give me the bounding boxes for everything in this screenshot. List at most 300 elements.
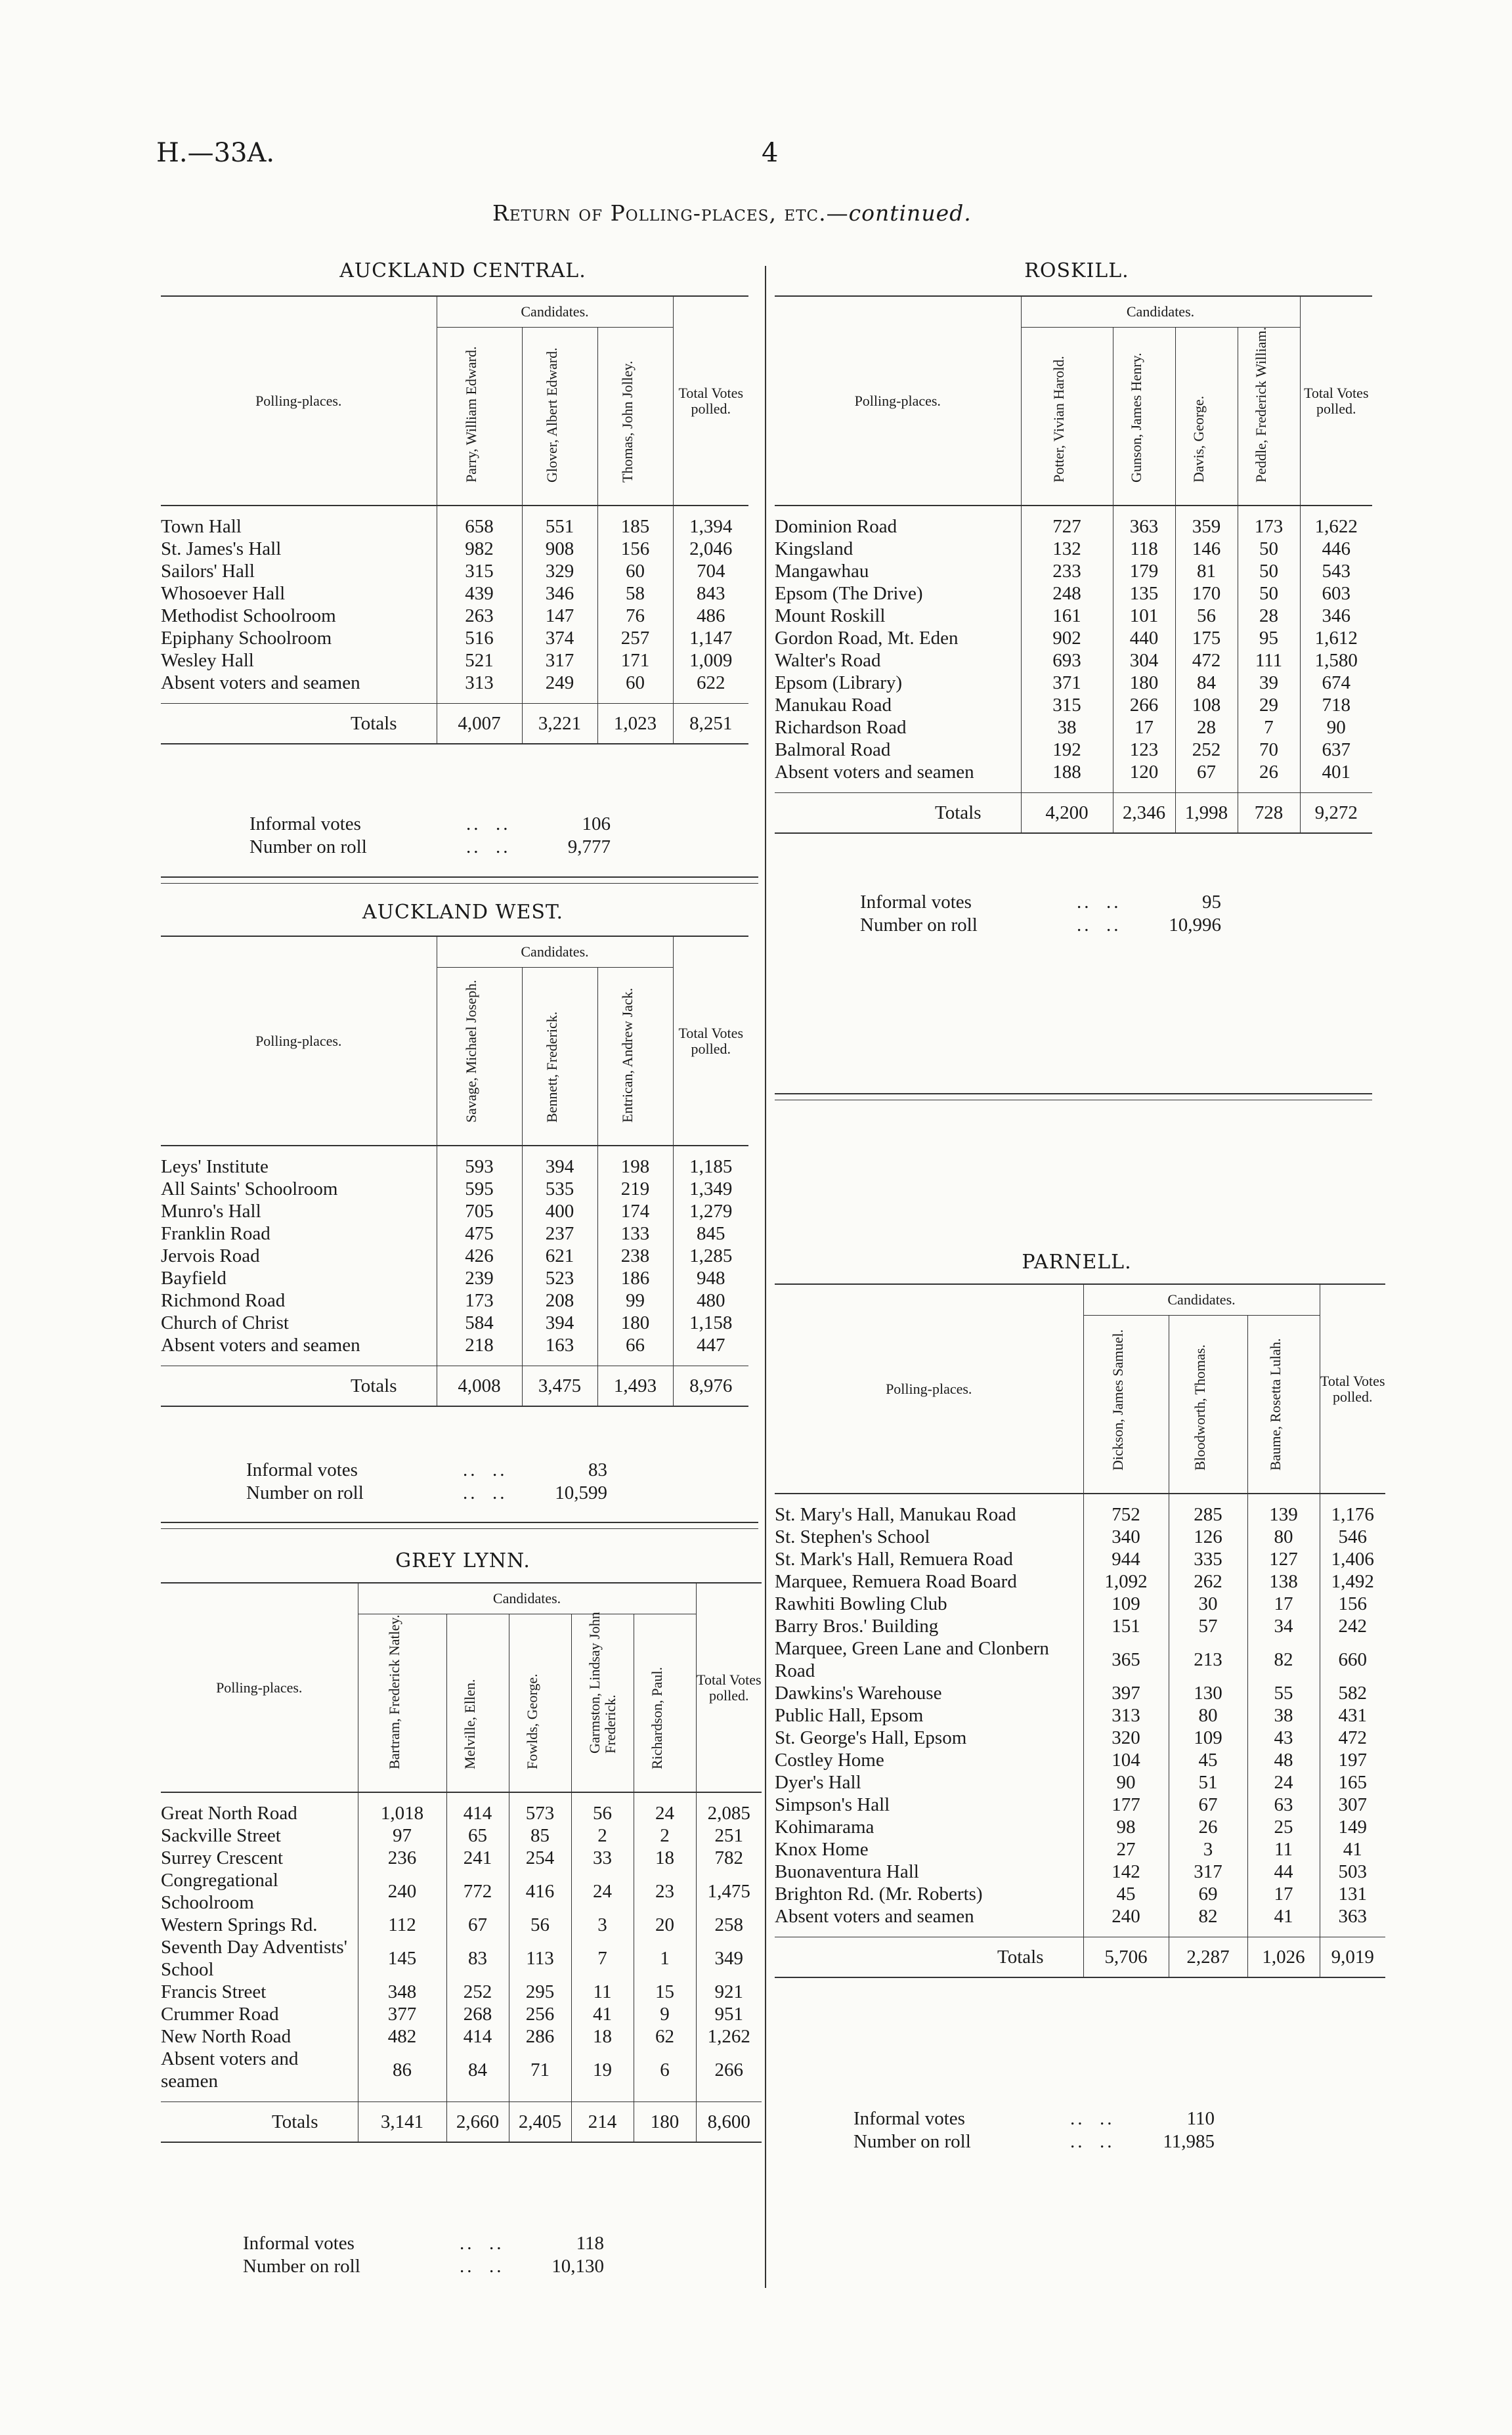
candidate-total: 214 — [571, 2102, 634, 2143]
vote-count: 329 — [522, 560, 597, 582]
vote-count: 156 — [597, 538, 673, 560]
vote-count: 516 — [437, 627, 522, 649]
polling-place: Bayfield — [161, 1268, 227, 1289]
table-row — [161, 560, 748, 582]
vote-count: 27 — [1083, 1838, 1169, 1861]
vote-count: 315 — [1021, 694, 1113, 716]
electorate-title: AUCKLAND WEST. — [362, 901, 564, 924]
candidate-total: 3,141 — [358, 2102, 446, 2143]
informal-votes-value: 110 — [1186, 2108, 1215, 2129]
row-total: 1,285 — [673, 1245, 748, 1267]
row-total: 843 — [673, 582, 748, 605]
row-total: 948 — [673, 1267, 748, 1289]
spacer-row — [161, 694, 748, 704]
vote-count: 340 — [1083, 1526, 1169, 1548]
candidate-name: Bennett, Frederick. — [543, 1011, 560, 1123]
vote-count: 439 — [437, 582, 522, 605]
polling-place: Whosoever Hall — [161, 583, 286, 604]
vote-count: 120 — [1113, 761, 1175, 783]
vote-count: 397 — [1083, 1682, 1169, 1704]
table-row — [775, 1794, 1385, 1816]
polling-place: Franklin Road — [161, 1223, 270, 1244]
row-total: 546 — [1320, 1526, 1385, 1548]
vote-count: 28 — [1175, 716, 1238, 739]
vote-count: 7 — [571, 1936, 634, 1981]
vote-count: 97 — [358, 1824, 446, 1847]
vote-count: 113 — [509, 1936, 571, 1981]
candidate-total: 4,007 — [437, 704, 522, 744]
vote-count: 185 — [597, 515, 673, 538]
table-row — [161, 605, 748, 627]
vote-count: 1,018 — [358, 1802, 446, 1824]
polling-place: Manukau Road — [775, 695, 892, 716]
table-row — [775, 716, 1372, 739]
vote-count: 179 — [1113, 560, 1175, 582]
row-total: 131 — [1320, 1883, 1385, 1905]
vote-count: 173 — [437, 1289, 522, 1312]
grand-total: 8,251 — [673, 704, 748, 744]
vote-count: 254 — [509, 1847, 571, 1869]
vote-count: 171 — [597, 649, 673, 672]
page-title-continued: continued. — [848, 200, 972, 226]
polling-places-header: Polling-places. — [161, 936, 437, 1146]
candidate-name: Garmston, Lindsay John Frederick. — [586, 1612, 618, 1754]
table-row — [775, 1570, 1385, 1593]
vote-count: 727 — [1021, 515, 1113, 538]
roll-value: 11,985 — [1163, 2131, 1215, 2152]
candidate-name-header — [597, 968, 673, 1146]
totals-row — [775, 793, 1372, 834]
polling-place: Wesley Hall — [161, 650, 254, 671]
election-table-auckland-central — [161, 295, 748, 744]
totals-label: Totals — [775, 793, 1021, 834]
vote-count: 374 — [522, 627, 597, 649]
vote-count: 317 — [522, 649, 597, 672]
candidate-total: 1,998 — [1175, 793, 1238, 834]
table-row — [161, 1936, 762, 1981]
vote-count: 2 — [634, 1824, 696, 1847]
candidate-total: 180 — [634, 2102, 696, 2143]
polling-place: All Saints' Schoolroom — [161, 1178, 338, 1199]
candidate-total: 2,346 — [1113, 793, 1175, 834]
vote-count: 123 — [1113, 739, 1175, 761]
candidate-total: 1,023 — [597, 704, 673, 744]
candidate-name-header — [358, 1614, 446, 1793]
spacer-row — [775, 1928, 1385, 1937]
vote-count: 482 — [358, 2025, 446, 2048]
table-row — [775, 1615, 1385, 1637]
vote-count: 51 — [1169, 1771, 1247, 1794]
vote-count: 11 — [571, 1981, 634, 2003]
vote-count: 84 — [446, 2048, 509, 2092]
row-total: 41 — [1320, 1838, 1385, 1861]
table-row — [775, 1704, 1385, 1727]
candidate-name: Melville, Ellen. — [461, 1679, 478, 1769]
vote-count: 81 — [1175, 560, 1238, 582]
informal-votes-label: Informal votes — [249, 813, 361, 834]
polling-place: Richmond Road — [161, 1290, 286, 1311]
section-rule — [161, 1522, 758, 1523]
election-table-auckland-west — [161, 936, 748, 1407]
totals-row — [775, 1937, 1385, 1978]
vote-count: 95 — [1238, 627, 1300, 649]
vote-count: 24 — [634, 1802, 696, 1824]
row-total: 242 — [1320, 1615, 1385, 1637]
vote-count: 58 — [597, 582, 673, 605]
vote-count: 161 — [1021, 605, 1113, 627]
row-total: 1,580 — [1300, 649, 1372, 672]
polling-place: Mount Roskill — [775, 605, 886, 626]
polling-place: St. Mark's Hall, Remuera Road — [775, 1549, 1013, 1570]
vote-count: 233 — [1021, 560, 1113, 582]
vote-count: 426 — [437, 1245, 522, 1267]
row-total: 1,612 — [1300, 627, 1372, 649]
vote-count: 111 — [1238, 649, 1300, 672]
vote-count: 693 — [1021, 649, 1113, 672]
spacer-row — [161, 506, 748, 515]
vote-count: 772 — [446, 1869, 509, 1914]
polling-place: Methodist Schoolroom — [161, 605, 336, 626]
polling-place: Brighton Rd. (Mr. Roberts) — [775, 1884, 983, 1905]
table-row — [775, 739, 1372, 761]
vote-count: 15 — [634, 1981, 696, 2003]
candidate-total: 5,706 — [1083, 1937, 1169, 1978]
candidate-name: Parry, William Edward. — [463, 346, 479, 483]
polling-place: Sackville Street — [161, 1825, 281, 1846]
vote-count: 219 — [597, 1178, 673, 1200]
candidate-total: 2,660 — [446, 2102, 509, 2143]
table-row — [775, 1727, 1385, 1749]
table-row — [775, 1905, 1385, 1928]
table-row — [161, 1802, 762, 1824]
row-total: 251 — [696, 1824, 762, 1847]
vote-count: 359 — [1175, 515, 1238, 538]
table-row — [775, 649, 1372, 672]
polling-place: Mangawhau — [775, 561, 869, 582]
section-rule — [775, 1093, 1372, 1094]
vote-count: 69 — [1169, 1883, 1247, 1905]
vote-count: 45 — [1083, 1883, 1169, 1905]
roll-value: 10,130 — [551, 2256, 604, 2277]
candidate-name-header — [446, 1614, 509, 1793]
vote-count: 313 — [437, 672, 522, 694]
candidate-total: 2,287 — [1169, 1937, 1247, 1978]
polling-place: Epiphany Schoolroom — [161, 628, 332, 649]
vote-count: 43 — [1247, 1727, 1320, 1749]
vote-count: 982 — [437, 538, 522, 560]
vote-count: 65 — [446, 1824, 509, 1847]
totals-label: Totals — [161, 704, 437, 744]
table-row — [161, 2048, 762, 2092]
vote-count: 257 — [597, 627, 673, 649]
row-total: 472 — [1320, 1727, 1385, 1749]
vote-count: 170 — [1175, 582, 1238, 605]
row-total: 782 — [696, 1847, 762, 1869]
electorate-title: AUCKLAND CENTRAL. — [339, 259, 586, 282]
table-row — [161, 538, 748, 560]
vote-count: 132 — [1021, 538, 1113, 560]
polling-place: New North Road — [161, 2026, 292, 2047]
polling-place: Dominion Road — [775, 516, 897, 537]
vote-count: 1,092 — [1083, 1570, 1169, 1593]
candidate-name: Bloodworth, Thomas. — [1192, 1344, 1208, 1471]
vote-count: 145 — [358, 1936, 446, 1981]
vote-count: 139 — [1247, 1503, 1320, 1526]
polling-place: St. James's Hall — [161, 538, 282, 559]
polling-places-header: Polling-places. — [775, 1284, 1083, 1494]
table-row — [161, 1289, 748, 1312]
table-row — [161, 1824, 762, 1847]
vote-count: 108 — [1175, 694, 1238, 716]
vote-count: 138 — [1247, 1570, 1320, 1593]
candidate-name-header — [522, 328, 597, 506]
vote-count: 285 — [1169, 1503, 1247, 1526]
election-table-roskill — [775, 295, 1372, 834]
polling-place: Epsom (The Drive) — [775, 583, 923, 604]
table-row — [775, 761, 1372, 783]
table-row — [161, 1200, 748, 1222]
vote-count: 595 — [437, 1178, 522, 1200]
row-total: 431 — [1320, 1704, 1385, 1727]
section-rule — [161, 876, 758, 878]
informal-votes-value: 83 — [588, 1459, 607, 1480]
candidate-name: Savage, Michael Joseph. — [463, 980, 479, 1123]
electorate-title: ROSKILL. — [1024, 259, 1129, 282]
vote-count: 175 — [1175, 627, 1238, 649]
table-row — [775, 627, 1372, 649]
vote-count: 365 — [1083, 1637, 1169, 1682]
table-row — [161, 1178, 748, 1200]
vote-count: 363 — [1113, 515, 1175, 538]
row-total: 197 — [1320, 1749, 1385, 1771]
vote-count: 180 — [1113, 672, 1175, 694]
informal-votes-value: 106 — [582, 813, 611, 834]
row-total: 637 — [1300, 739, 1372, 761]
vote-count: 85 — [509, 1824, 571, 1847]
candidate-name: Thomas, John Jolley. — [618, 360, 636, 483]
electorate-title: GREY LYNN. — [395, 1549, 530, 1572]
page-title — [492, 200, 972, 226]
polling-place: Congregational Schoolroom — [161, 1870, 278, 1913]
vote-count: 83 — [446, 1936, 509, 1981]
vote-count: 41 — [1247, 1905, 1320, 1928]
informal-votes-value: 118 — [576, 2233, 604, 2254]
candidate-name-header — [1083, 1316, 1169, 1494]
table-row — [775, 1548, 1385, 1570]
vote-count: 50 — [1238, 582, 1300, 605]
vote-count: 163 — [522, 1334, 597, 1356]
vote-count: 147 — [522, 605, 597, 627]
table-row — [775, 605, 1372, 627]
polling-place: Seventh Day Adventists' School — [161, 1937, 347, 1980]
polling-place: Sailors' Hall — [161, 561, 255, 582]
table-row — [161, 515, 748, 538]
polling-place: Great North Road — [161, 1803, 297, 1824]
candidate-total: 1,493 — [597, 1366, 673, 1407]
vote-count: 551 — [522, 515, 597, 538]
vote-count: 82 — [1169, 1905, 1247, 1928]
candidate-total: 3,475 — [522, 1366, 597, 1407]
candidates-header: Candidates. — [1021, 296, 1300, 328]
vote-count: 186 — [597, 1267, 673, 1289]
polling-place: Francis Street — [161, 1981, 267, 2002]
table-row — [161, 1334, 748, 1356]
table-row — [161, 1267, 748, 1289]
polling-place: Absent voters and seamen — [161, 1335, 360, 1356]
table-row — [775, 1816, 1385, 1838]
table-row — [161, 582, 748, 605]
candidate-name-header — [634, 1614, 696, 1793]
vote-count: 521 — [437, 649, 522, 672]
vote-count: 86 — [358, 2048, 446, 2092]
vote-count: 902 — [1021, 627, 1113, 649]
vote-count: 56 — [571, 1802, 634, 1824]
vote-count: 394 — [522, 1312, 597, 1334]
polling-place: Town Hall — [161, 516, 242, 537]
total-votes-header: Total Votes polled. — [1320, 1284, 1385, 1494]
vote-count: 109 — [1083, 1593, 1169, 1615]
vote-count: 112 — [358, 1914, 446, 1936]
row-total: 1,158 — [673, 1312, 748, 1334]
vote-count: 30 — [1169, 1593, 1247, 1615]
spacer-row — [161, 1792, 762, 1802]
vote-count: 50 — [1238, 538, 1300, 560]
row-total: 1,394 — [673, 515, 748, 538]
vote-count: 944 — [1083, 1548, 1169, 1570]
vote-count: 177 — [1083, 1794, 1169, 1816]
vote-count: 573 — [509, 1802, 571, 1824]
section-rule — [161, 883, 758, 884]
polling-place: Leys' Institute — [161, 1156, 269, 1177]
spacer-row — [161, 2092, 762, 2102]
vote-count: 55 — [1247, 1682, 1320, 1704]
vote-count: 440 — [1113, 627, 1175, 649]
row-total: 704 — [673, 560, 748, 582]
vote-count: 56 — [509, 1914, 571, 1936]
vote-count: 109 — [1169, 1727, 1247, 1749]
vote-count: 377 — [358, 2003, 446, 2025]
vote-count: 101 — [1113, 605, 1175, 627]
polling-place: Jervois Road — [161, 1245, 260, 1266]
table-row — [775, 1749, 1385, 1771]
polling-place: Rawhiti Bowling Club — [775, 1593, 947, 1614]
row-total: 486 — [673, 605, 748, 627]
electorate-title: PARNELL. — [1022, 1251, 1132, 1274]
roll-value: 10,599 — [555, 1482, 607, 1503]
row-total: 446 — [1300, 538, 1372, 560]
polling-place: Walter's Road — [775, 650, 881, 671]
candidate-total: 4,008 — [437, 1366, 522, 1407]
vote-count: 192 — [1021, 739, 1113, 761]
vote-count: 67 — [1175, 761, 1238, 783]
polling-place: Balmoral Road — [775, 739, 891, 760]
table-row — [161, 1981, 762, 2003]
total-votes-header: Total Votes polled. — [673, 936, 748, 1146]
roll-value: 10,996 — [1169, 915, 1221, 936]
vote-count: 11 — [1247, 1838, 1320, 1861]
spacer-row — [775, 1494, 1385, 1503]
vote-count: 66 — [597, 1334, 673, 1356]
polling-place: Absent voters and seamen — [775, 762, 974, 783]
candidate-name-header — [1247, 1316, 1320, 1494]
candidate-name-header — [597, 328, 673, 506]
vote-count: 71 — [509, 2048, 571, 2092]
election-table-grey-lynn — [161, 1582, 762, 2143]
vote-count: 98 — [1083, 1816, 1169, 1838]
vote-count: 18 — [634, 1847, 696, 1869]
table-row — [775, 1682, 1385, 1704]
vote-count: 48 — [1247, 1749, 1320, 1771]
row-total: 156 — [1320, 1593, 1385, 1615]
vote-count: 84 — [1175, 672, 1238, 694]
polling-place: Simpson's Hall — [775, 1794, 890, 1815]
row-total: 1,406 — [1320, 1548, 1385, 1570]
roll-label: Number on roll — [249, 836, 367, 857]
table-row — [775, 1637, 1385, 1682]
vote-count: 67 — [1169, 1794, 1247, 1816]
vote-count: 130 — [1169, 1682, 1247, 1704]
candidates-header: Candidates. — [1083, 1284, 1320, 1316]
candidate-total: 4,200 — [1021, 793, 1113, 834]
candidate-total: 2,405 — [509, 2102, 571, 2143]
vote-count: 908 — [522, 538, 597, 560]
table-row — [161, 649, 748, 672]
table-row — [775, 1883, 1385, 1905]
vote-count: 26 — [1238, 761, 1300, 783]
vote-count: 658 — [437, 515, 522, 538]
polling-place: Church of Christ — [161, 1312, 289, 1333]
vote-count: 394 — [522, 1155, 597, 1178]
candidate-name-header — [1169, 1316, 1247, 1494]
vote-count: 17 — [1247, 1593, 1320, 1615]
row-total: 363 — [1320, 1905, 1385, 1928]
row-total: 1,349 — [673, 1178, 748, 1200]
totals-label: Totals — [161, 1366, 437, 1407]
table-row — [161, 1847, 762, 1869]
vote-count: 135 — [1113, 582, 1175, 605]
vote-count: 414 — [446, 2025, 509, 2048]
vote-count: 62 — [634, 2025, 696, 2048]
vote-count: 268 — [446, 2003, 509, 2025]
vote-count: 213 — [1169, 1637, 1247, 1682]
vote-count: 313 — [1083, 1704, 1169, 1727]
informal-votes-label: Informal votes — [243, 2233, 355, 2254]
vote-count: 118 — [1113, 538, 1175, 560]
table-row — [775, 1503, 1385, 1526]
table-row — [161, 627, 748, 649]
row-total: 582 — [1320, 1682, 1385, 1704]
total-votes-header: Total Votes polled. — [696, 1583, 762, 1792]
table-row — [775, 694, 1372, 716]
row-total: 1,475 — [696, 1869, 762, 1914]
vote-count: 535 — [522, 1178, 597, 1200]
vote-count: 33 — [571, 1847, 634, 1869]
vote-count: 705 — [437, 1200, 522, 1222]
vote-count: 348 — [358, 1981, 446, 2003]
candidate-name-header — [1113, 328, 1175, 506]
row-total: 165 — [1320, 1771, 1385, 1794]
vote-count: 127 — [1247, 1548, 1320, 1570]
polling-places-header: Polling-places. — [775, 296, 1021, 506]
candidate-name: Richardson, Paul. — [648, 1667, 665, 1769]
spacer-row — [161, 1146, 748, 1155]
row-total: 349 — [696, 1936, 762, 1981]
polling-place: Absent voters and seamen — [161, 2048, 299, 2092]
total-votes-header: Total Votes polled. — [1300, 296, 1372, 506]
vote-count: 173 — [1238, 515, 1300, 538]
row-total: 2,085 — [696, 1802, 762, 1824]
vote-count: 17 — [1113, 716, 1175, 739]
